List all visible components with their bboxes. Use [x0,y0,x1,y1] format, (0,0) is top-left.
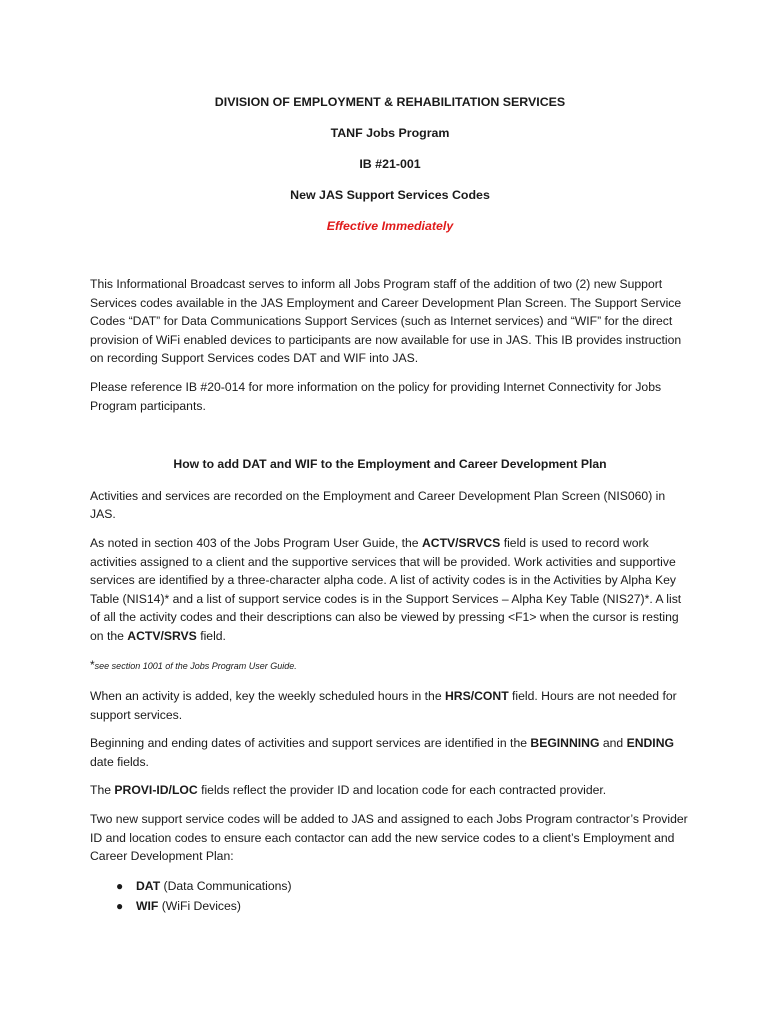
effective-notice: Effective Immediately [326,219,454,233]
code-description: (Data Communications) [160,878,292,893]
beginning-field-name: BEGINNING [530,736,600,751]
actv-srvs-field-name: ACTV/SRVS [127,628,197,643]
ib-number-heading: IB #21-001 [359,157,421,171]
text-run: When an activity is added, key the weekly scheduled hours in the [90,689,445,704]
text-run: The [90,783,115,798]
subject-heading: New JAS Support Services Codes [290,188,490,202]
text-run: Beginning and ending dates of activities and support services are identified in the [90,736,531,751]
activities-paragraph: Activities and services are recorded on the Employment and Career Development Plan Screen (NIS060) in JAS. [90,488,666,522]
text-run: date fields. [90,754,149,769]
code-name: DAT [136,878,161,893]
actv-srvcs-field-name: ACTV/SRVCS [421,535,501,550]
code-name: WIF [136,898,159,913]
text-run: As noted in section 403 of the Jobs Program User Guide, the [90,535,422,550]
footnote-asterisk: * [90,657,95,672]
actv-srvcs-paragraph [90,534,690,646]
dates-paragraph [90,734,690,771]
text-run: fields reflect the provider ID and location code for each contracted provider. [197,783,607,798]
hours-paragraph [90,687,690,724]
footnote [90,656,690,676]
text-run: and [599,736,627,751]
list-item [116,896,690,916]
text-run: field is used to record work activities assigned to a client and the supportive services that will be provided. Work activities and supportive services are identified by a three-character alpha code. A list of activity codes is in the Activities by Alpha Key Table (NIS14)* and a list of support service codes is in the Support Services – Alpha Key Table (NIS27)*. A list of all the activity codes and their descriptions can also be viewed by pressing <F1> when the cursor is resting on the [90,535,682,643]
provi-id-loc-field-name: PROVI-ID/LOC [114,783,198,798]
new-codes-paragraph: Two new support service codes will be added to JAS and assigned to each Jobs Program contractor’s Provider ID and location codes to ensure each contactor can add the new service codes to a client’s Employment and Career Development Plan: [90,812,688,864]
provider-paragraph [90,781,690,800]
text-run: field. [196,628,226,643]
bullet-icon: ● [116,878,124,893]
reference-paragraph: Please reference IB #20-014 for more information on the policy for providing Internet Connectivity for Jobs Program participants. [90,379,662,413]
new-codes-list [90,876,690,916]
bullet-icon: ● [116,898,124,913]
howto-section-title: How to add DAT and WIF to the Employment and Career Development Plan [173,457,607,472]
footnote-text: see section 1001 of the Jobs Program User Guide. [94,660,297,671]
division-heading: DIVISION OF EMPLOYMENT & REHABILITATION SERVICES [214,95,566,109]
document-page [90,93,690,916]
intro-paragraph: This Informational Broadcast serves to inform all Jobs Program staff of the addition of two (2) new Support Services codes available in the JAS Employment and Career Development Plan Screen. The Support Service Codes “DAT” for Data Communications Support Services (such as Internet services) and “WIF” for the direct provision of WiFi enabled devices to participants are now available for use in JAS. This IB provides instruction on recording Support Services codes DAT and WIF into JAS. [90,277,682,366]
program-heading: TANF Jobs Program [330,126,450,140]
code-description: (WiFi Devices) [158,898,241,913]
text-run: field. Hours are not needed for support services. [90,689,677,722]
list-item [116,876,690,896]
ending-field-name: ENDING [626,736,674,751]
hrs-cont-field-name: HRS/CONT [445,689,509,704]
